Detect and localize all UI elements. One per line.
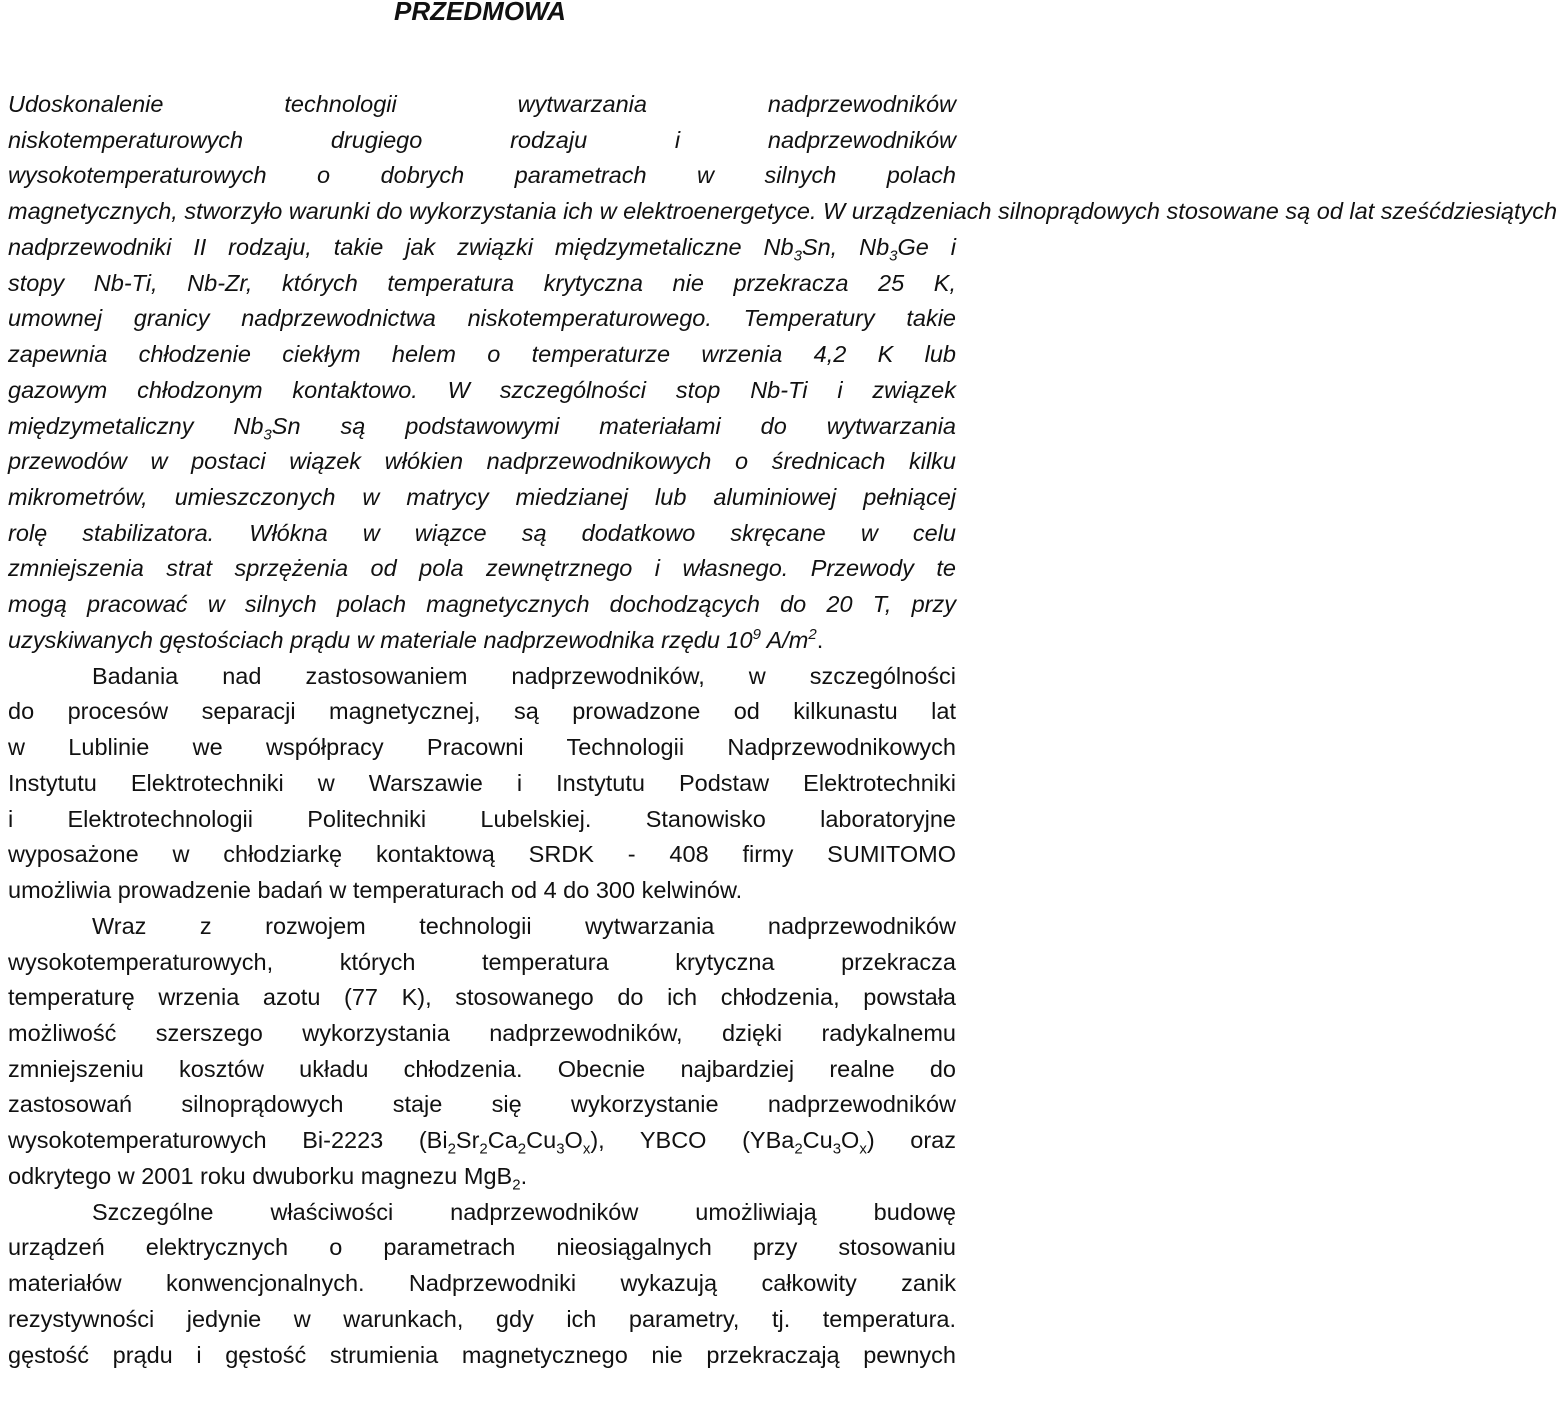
text-line (8, 1015, 956, 1051)
subscript: 2 (517, 1140, 527, 1158)
text-run: wysokotemperaturowych, których temperatura krytyczna przekracza (8, 948, 956, 975)
text-line (8, 157, 956, 193)
text-run: Udoskonalenie technologii wytwarzania nadprzewodników (8, 91, 956, 117)
text-run: . (520, 1162, 528, 1189)
text-run: ) oraz (866, 1127, 956, 1154)
subscript: 3 (832, 1140, 842, 1158)
text-line (8, 729, 956, 765)
text-run: międzymetaliczny Nb (8, 412, 264, 439)
subscript: 2 (447, 1140, 456, 1158)
text-run: mogą pracować w silnych polach magnetycznych dochodzących do 20 T, przy (8, 591, 956, 618)
text-run: i Elektrotechnologii Politechniki Lubelskiej. Stanowisko laboratoryjne (8, 805, 956, 832)
text-run: stopy Nb-Ti, Nb-Zr, których temperatura krytyczna nie przekracza 25 K, (8, 269, 956, 296)
text-run: magnetycznych, stworzyło warunki do wykorzystania ich w elektroenergetyce. W urządzeniach silnoprądowych stosowane są od lat sześćdziesiątych (8, 198, 1557, 225)
text-line (8, 836, 956, 872)
text-run: Szczególne właściwości nadprzewodników umożliwiają budowę (92, 1198, 956, 1225)
text-line (8, 1301, 956, 1337)
text-run: temperaturę wrzenia azotu (77 K), stosowanego do ich chłodzenia, powstała (8, 984, 956, 1011)
text-line (8, 193, 1557, 229)
text-line (8, 479, 956, 515)
subscript: x (859, 1140, 867, 1158)
text-line (92, 1194, 956, 1230)
text-run: wyposażone w chłodziarkę kontaktową SRDK - 408 firmy SUMITOMO (8, 841, 956, 868)
text-line (8, 372, 956, 408)
text-run: zastosowań silnoprądowych staje się wykorzystanie nadprzewodników (8, 1091, 956, 1118)
text-run: zmniejszenia strat sprzężenia od pola zewnętrznego i własnego. Przewody te (8, 555, 956, 582)
text-run: umownej granicy nadprzewodnictwa niskotemperaturowego. Temperatury takie (8, 305, 956, 332)
text-run: O (841, 1127, 860, 1154)
text-line (8, 515, 956, 551)
text-run: do procesów separacji magnetycznej, są prowadzone od kilkunastu lat (8, 698, 956, 725)
text-run: uzyskiwanych gęstościach prądu w materiale nadprzewodnika rzędu 10 (8, 626, 753, 653)
text-run: zmniejszeniu kosztów układu chłodzenia. Obecnie najbardziej realne do (8, 1055, 956, 1082)
text-line (8, 693, 956, 729)
text-line (8, 550, 956, 586)
text-line (8, 229, 956, 265)
text-line (8, 336, 956, 372)
text-line (8, 765, 956, 801)
text-line (8, 622, 956, 658)
text-run: przewodów w postaci wiązek włókien nadprzewodnikowych o średnicach kilku (8, 448, 956, 475)
text-run: wysokotemperaturowych Bi-2223 (Bi (8, 1127, 448, 1154)
page-title: PRZEDMOWA (394, 0, 566, 26)
text-run: możliwość szerszego wykorzystania nadprzewodników, dzięki radykalnemu (8, 1019, 956, 1046)
text-run: wysokotemperaturowych o dobrych parametrach w silnych polach (8, 162, 956, 189)
text-run: zapewnia chłodzenie ciekłym helem o temperaturze wrzenia 4,2 K lub (8, 341, 956, 368)
subscript: 3 (263, 426, 272, 444)
text-run: gazowym chłodzonym kontaktowo. W szczególności stop Nb-Ti i związek (8, 376, 956, 403)
subscript: 3 (793, 247, 802, 265)
text-run: nadprzewodniki II rodzaju, takie jak związki międzymetaliczne Nb (8, 233, 794, 260)
text-line (8, 979, 956, 1015)
text-line (8, 1158, 956, 1194)
subscript: 2 (512, 1176, 521, 1194)
text-line (8, 443, 956, 479)
text-run: rezystywności jedynie w warunkach, gdy ich parametry, tj. temperatura. (8, 1305, 956, 1332)
text-run: O (564, 1127, 583, 1154)
text-line (8, 300, 956, 336)
text-line (8, 1337, 956, 1373)
text-line (8, 944, 956, 980)
text-line (8, 586, 956, 622)
text-run: mikrometrów, umieszczonych w matrycy miedzianej lub aluminiowej pełniącej (8, 484, 956, 511)
text-line (8, 408, 956, 444)
text-run: odkrytego w 2001 roku dwuborku magnezu MgB (8, 1162, 513, 1189)
subscript: x (582, 1140, 591, 1158)
text-line (92, 658, 956, 694)
text-line (8, 1265, 956, 1301)
text-run: ), YBCO (YBa (590, 1127, 795, 1154)
subscript: 3 (556, 1140, 565, 1158)
subscript: 3 (889, 247, 898, 265)
subscript: 2 (479, 1140, 488, 1158)
text-run: rolę stabilizatora. Włókna w wiązce są dodatkowo skręcane w celu (8, 519, 956, 546)
text-line (8, 1051, 956, 1087)
text-run: Sr (455, 1127, 480, 1154)
text-line (8, 1086, 956, 1122)
text-run: w Lublinie we współpracy Pracowni Technologii Nadprzewodnikowych (8, 734, 956, 761)
text-line (8, 801, 956, 837)
text-run: Ge i (897, 233, 957, 260)
text-line (8, 872, 956, 908)
superscript: 2 (808, 626, 817, 644)
text-line (8, 86, 956, 122)
text-run: Sn są podstawowymi materiałami do wytwarzania (271, 412, 956, 439)
text-run: gęstość prądu i gęstość strumienia magnetycznego nie przekraczają pewnych (8, 1341, 956, 1368)
text-run: A/m (760, 626, 809, 653)
text-line (8, 1122, 956, 1158)
text-line (92, 908, 956, 944)
subscript: 2 (794, 1140, 803, 1158)
text-run: urządzeń elektrycznych o parametrach nieosiągalnych przy stosowaniu (8, 1234, 956, 1261)
text-run: Ca (487, 1127, 518, 1154)
text-line (8, 265, 956, 301)
text-run: Cu (802, 1127, 833, 1154)
text-run: . (816, 626, 824, 653)
text-run: materiałów konwencjonalnych. Nadprzewodniki wykazują całkowity zanik (8, 1270, 956, 1297)
superscript: 9 (752, 626, 761, 644)
text-line (8, 1229, 956, 1265)
text-run: umożliwia prowadzenie badań w temperaturach od 4 do 300 kelwinów. (8, 877, 743, 904)
text-run: Sn, Nb (801, 233, 890, 260)
text-run: Cu (526, 1127, 557, 1154)
text-run: niskotemperaturowych drugiego rodzaju i nadprzewodników (8, 126, 956, 153)
text-run: Badania nad zastosowaniem nadprzewodników, w szczególności (92, 662, 956, 689)
text-line (8, 122, 956, 158)
text-run: Wraz z rozwojem technologii wytwarzania nadprzewodników (92, 912, 956, 939)
text-run: Instytutu Elektrotechniki w Warszawie i Instytutu Podstaw Elektrotechniki (8, 769, 956, 796)
